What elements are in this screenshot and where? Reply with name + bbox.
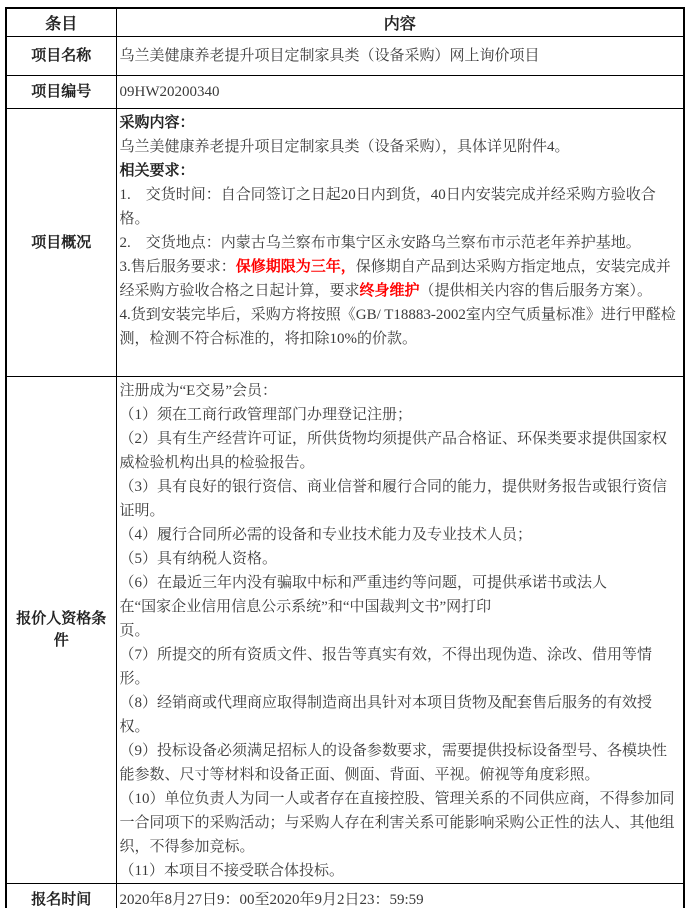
bidder-qualifications-label: 报价人资格条件 [6, 377, 116, 884]
paragraph: 注册成为“E交易”会员： [119, 383, 277, 399]
table-row-bidder-qualifications [6, 377, 684, 884]
paragraph: 页。 [119, 623, 150, 639]
paragraph: （2）具有生产经营许可证，所供货物均须提供产品合格证、环保类要求提供国家权威检验机构出具的检验报告。 [119, 431, 668, 471]
bidder-qualifications-value [116, 377, 684, 884]
registration-time-value: 2020年8月27日9：00至2020年9月2日23：59:59 [116, 884, 684, 908]
paragraph: 3.售后服务要求：保修期限为三年，保修期自产品到达采购方指定地点，安装完成并经采购方验收合格之日起计算，要求终身维护（提供相关内容的售后服务方案）。 [119, 259, 671, 299]
paragraph: 4.货到安装完毕后，采购方将按照《GB/ T18883-2002室内空气质量标准》进行甲醛检测，检测不符合标准的，将扣除10%的价款。 [119, 307, 676, 347]
paragraph: （8）经销商或代理商应取得制造商出具针对本项目货物及配套售后服务的有效授权。 [119, 695, 653, 735]
project-overview-label: 项目概况 [6, 109, 116, 377]
project-number-label: 项目编号 [6, 76, 116, 109]
paragraph: 在“国家企业信用信息公示系统”和“中国裁判文书”网打印 [119, 599, 492, 615]
paragraph: （11）本项目不接受联合体投标。 [119, 863, 344, 879]
table-header-row [6, 8, 684, 37]
project-overview-value [116, 109, 684, 377]
header-content-column: 内容 [116, 8, 684, 37]
paragraph: （4）履行合同所必需的设备和专业技术能力及专业技术人员； [119, 527, 533, 543]
paragraph: （9）投标设备必须满足招标人的设备参数要求，需要提供投标设备型号、各模块性能参数、尺寸等材料和设备正面、侧面、背面、平视。俯视等角度彩照。 [119, 743, 668, 783]
table-row-project-overview [6, 109, 684, 377]
project-name-label: 项目名称 [6, 37, 116, 76]
paragraph: 采购内容： [119, 115, 195, 131]
paragraph: 乌兰美健康养老提升项目定制家具类（设备采购），具体详见附件4。 [119, 139, 570, 155]
paragraph: （1）须在工商行政管理部门办理登记注册； [119, 407, 413, 423]
registration-time-label: 报名时间 [6, 884, 116, 908]
paragraph: 1. 交货时间：自合同签订之日起20日内到货，40日内安装完成并经采购方验收合格。 [119, 187, 656, 227]
paragraph: 相关要求： [119, 163, 195, 179]
table-row-registration-time [6, 884, 684, 908]
project-number-value: 09HW20200340 [116, 76, 684, 109]
paragraph: （6）在最近三年内没有骗取中标和严重违约等问题，可提供承诺书或法人 [119, 575, 608, 591]
paragraph: （7）所提交的所有资质文件、报告等真实有效，不得出现伪造、涂改、借用等情形。 [119, 647, 653, 687]
project-info-table [5, 7, 685, 908]
project-name-value: 乌兰美健康养老提升项目定制家具类（设备采购）网上询价项目 [116, 37, 684, 76]
table-row-project-name [6, 37, 684, 76]
paragraph: （10）单位负责人为同一人或者存在直接控股、管理关系的不同供应商，不得参加同一合同项下的采购活动；与采购人存在利害关系可能影响采购公正性的法人、其他组织，不得参加竞标。 [119, 791, 675, 855]
table-row-project-number [6, 76, 684, 109]
header-item-column: 条目 [6, 8, 116, 37]
paragraph: （3）具有良好的银行资信、商业信誉和履行合同的能力，提供财务报告或银行资信证明。 [119, 479, 668, 519]
paragraph: （5）具有纳税人资格。 [119, 551, 278, 567]
paragraph: 2. 交货地点：内蒙古乌兰察布市集宁区永安路乌兰察布市示范老年养护基地。 [119, 235, 641, 251]
